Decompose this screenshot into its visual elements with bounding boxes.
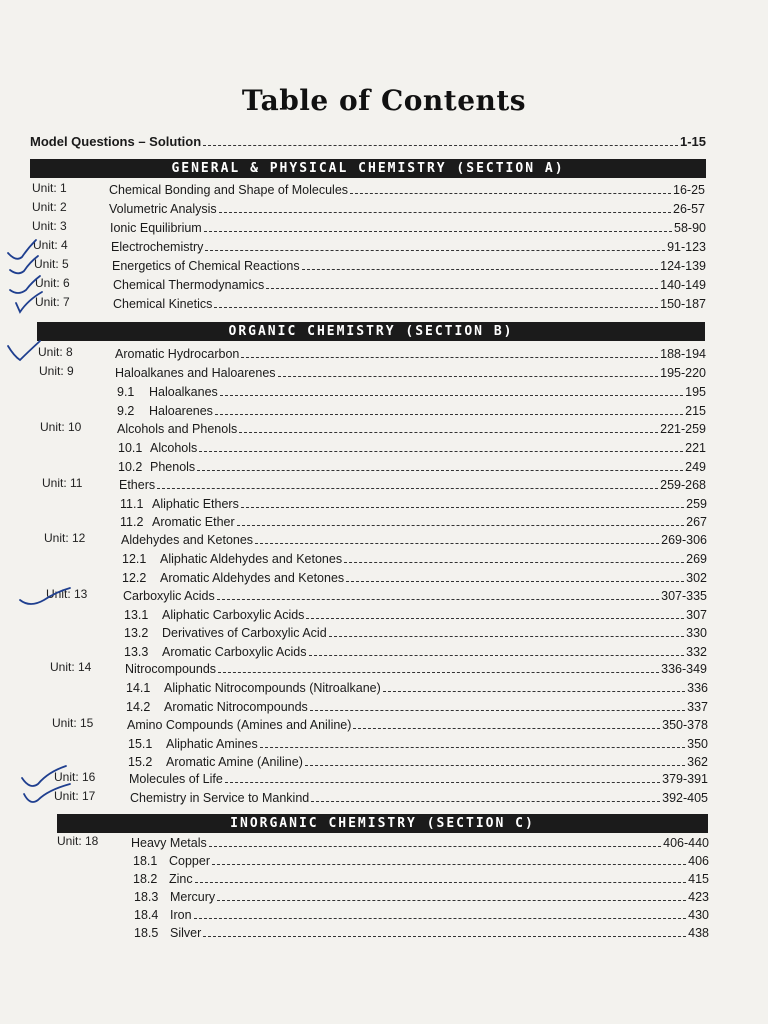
check-mark-icon	[20, 588, 70, 604]
entry-number: 11.1	[120, 497, 144, 511]
entry-title: Energetics of Chemical Reactions	[112, 259, 300, 273]
unit-label: Unit: 10	[40, 420, 82, 434]
unit-label: Unit: 6	[35, 276, 70, 290]
entry-title: Aromatic Nitrocompounds	[164, 700, 308, 714]
entry-title: Haloarenes	[149, 404, 213, 418]
unit-label: Unit: 17	[54, 789, 96, 803]
entry-number: 18.5	[134, 926, 159, 940]
entry-number: 13.1	[124, 608, 149, 622]
unit-label: Unit: 13	[46, 587, 88, 601]
entry-title: Aromatic Carboxylic Acids	[162, 645, 307, 659]
entry-pages: 259	[686, 497, 707, 511]
entry-pages: 350	[687, 737, 708, 751]
entry-pages: 26-57	[673, 202, 705, 216]
entry-title: Chemical Thermodynamics	[113, 278, 265, 292]
entry-title: Aromatic Hydrocarbon	[115, 347, 240, 361]
section-c-heading: INORGANIC CHEMISTRY (SECTION C)	[57, 814, 708, 833]
check-mark-icon	[8, 240, 36, 259]
entry-pages: 307	[686, 608, 707, 622]
entry-pages: 423	[688, 890, 709, 904]
entry-title: Volumetric Analysis	[109, 202, 217, 216]
entry-number: 9.1	[117, 385, 135, 399]
unit-label: Unit: 16	[54, 770, 96, 784]
entry-pages: 221	[685, 441, 706, 455]
entry-pages: 259-268	[660, 478, 706, 492]
section-a-heading: GENERAL & PHYSICAL CHEMISTRY (SECTION A)	[30, 159, 706, 178]
entry-pages: 336	[687, 681, 708, 695]
entry-number: 10.2	[118, 460, 143, 474]
entry-title: Aliphatic Amines	[166, 737, 258, 751]
entry-title: Aliphatic Carboxylic Acids	[162, 608, 305, 622]
entry-title: Chemical Kinetics	[113, 297, 213, 311]
entry-title: Aromatic Ether	[152, 515, 235, 529]
entry-number: 14.2	[126, 700, 151, 714]
entry-pages: 392-405	[662, 791, 708, 805]
entry-title: Haloalkanes	[149, 385, 218, 399]
check-mark-icon	[22, 766, 66, 786]
entry-title: Zinc	[169, 872, 193, 886]
entry-pages: 140-149	[660, 278, 706, 292]
entry-title: Aromatic Aldehydes and Ketones	[160, 571, 345, 585]
entry-pages: 150-187	[660, 297, 706, 311]
check-mark-icon	[16, 292, 42, 312]
entry-number: 10.1	[118, 441, 143, 455]
check-mark-icon	[10, 276, 40, 293]
entry-title: Carboxylic Acids	[123, 589, 215, 603]
entry-title: Aliphatic Ethers	[152, 497, 239, 511]
entry-title: Alcohols	[150, 441, 198, 455]
entry-number: 13.2	[124, 626, 149, 640]
entry-number: 11.2	[120, 515, 144, 529]
entry-number: 15.1	[128, 737, 153, 751]
entry-title: Derivatives of Carboxylic Acid	[162, 626, 327, 640]
section-b-heading: ORGANIC CHEMISTRY (SECTION B)	[37, 322, 705, 341]
entry-pages: 337	[687, 700, 708, 714]
entry-title: Alcohols and Phenols	[117, 422, 238, 436]
unit-label: Unit: 5	[34, 257, 69, 271]
entry-title: Electrochemistry	[111, 240, 204, 254]
entry-number: 18.3	[134, 890, 159, 904]
entry-number: 12.2	[122, 571, 147, 585]
entry-title: Iron	[170, 908, 192, 922]
entry-pages: 188-194	[660, 347, 706, 361]
entry-title: Silver	[170, 926, 202, 940]
entry-pages: 307-335	[661, 589, 707, 603]
entry-title: Ionic Equilibrium	[110, 221, 202, 235]
unit-label: Unit: 7	[35, 295, 70, 309]
entry-pages: 124-139	[660, 259, 706, 273]
model-questions-label: Model Questions – Solution	[30, 134, 202, 149]
entry-pages: 221-259	[660, 422, 706, 436]
entry-title: Ethers	[119, 478, 156, 492]
entry-pages: 249	[685, 460, 706, 474]
page-title: Table of Contents	[241, 84, 527, 117]
entry-title: Molecules of Life	[129, 772, 223, 786]
entry-number: 18.1	[133, 854, 158, 868]
entry-pages: 16-25	[673, 183, 705, 197]
unit-label: Unit: 1	[32, 181, 67, 195]
entry-number: 12.1	[122, 552, 147, 566]
entry-pages: 415	[688, 872, 709, 886]
entry-pages: 215	[685, 404, 706, 418]
entry-pages: 350-378	[662, 718, 708, 732]
entry-title: Chemical Bonding and Shape of Molecules	[109, 183, 349, 197]
entry-title: Nitrocompounds	[125, 662, 217, 676]
entry-title: Mercury	[170, 890, 216, 904]
unit-label: Unit: 8	[38, 345, 73, 359]
unit-label: Unit: 18	[57, 834, 99, 848]
entry-number: 18.4	[134, 908, 159, 922]
check-mark-icon	[8, 341, 40, 360]
entry-pages: 332	[686, 645, 707, 659]
unit-label: Unit: 2	[32, 200, 67, 214]
entry-number: 15.2	[128, 755, 153, 769]
entry-title: Haloalkanes and Haloarenes	[115, 366, 276, 380]
entry-title: Aldehydes and Ketones	[121, 533, 254, 547]
unit-label: Unit: 4	[33, 238, 68, 252]
entry-pages: 58-90	[674, 221, 706, 235]
entry-number: 9.2	[117, 404, 135, 418]
entry-title: Aromatic Amine (Aniline)	[166, 755, 303, 769]
entry-pages: 406-440	[663, 836, 709, 850]
entry-pages: 336-349	[661, 662, 707, 676]
entry-title: Aliphatic Aldehydes and Ketones	[160, 552, 343, 566]
entry-pages: 91-123	[667, 240, 706, 254]
entry-pages: 362	[687, 755, 708, 769]
unit-label: Unit: 12	[44, 531, 86, 545]
unit-label: Unit: 3	[32, 219, 67, 233]
unit-label: Unit: 15	[52, 716, 94, 730]
entry-pages: 269	[686, 552, 707, 566]
entry-pages: 379-391	[662, 772, 708, 786]
entry-pages: 267	[686, 515, 707, 529]
entry-number: 18.2	[133, 872, 158, 886]
entry-title: Chemistry in Service to Mankind	[130, 791, 310, 805]
entry-title: Aliphatic Nitrocompounds (Nitroalkane)	[164, 681, 381, 695]
entry-pages: 406	[688, 854, 709, 868]
entry-pages: 430	[688, 908, 709, 922]
unit-label: Unit: 14	[50, 660, 92, 674]
entry-pages: 195	[685, 385, 706, 399]
entry-pages: 438	[688, 926, 709, 940]
entry-pages: 302	[686, 571, 707, 585]
entry-title: Heavy Metals	[131, 836, 207, 850]
entry-pages: 195-220	[660, 366, 706, 380]
entry-number: 14.1	[126, 681, 151, 695]
model-questions-pages: 1-15	[679, 134, 706, 149]
entry-number: 13.3	[124, 645, 149, 659]
unit-label: Unit: 9	[39, 364, 74, 378]
entry-pages: 330	[686, 626, 707, 640]
entry-title: Amino Compounds (Amines and Aniline)	[127, 718, 352, 732]
entry-title: Copper	[169, 854, 210, 868]
unit-label: Unit: 11	[42, 476, 83, 490]
entry-title: Phenols	[150, 460, 196, 474]
entry-pages: 269-306	[661, 533, 707, 547]
